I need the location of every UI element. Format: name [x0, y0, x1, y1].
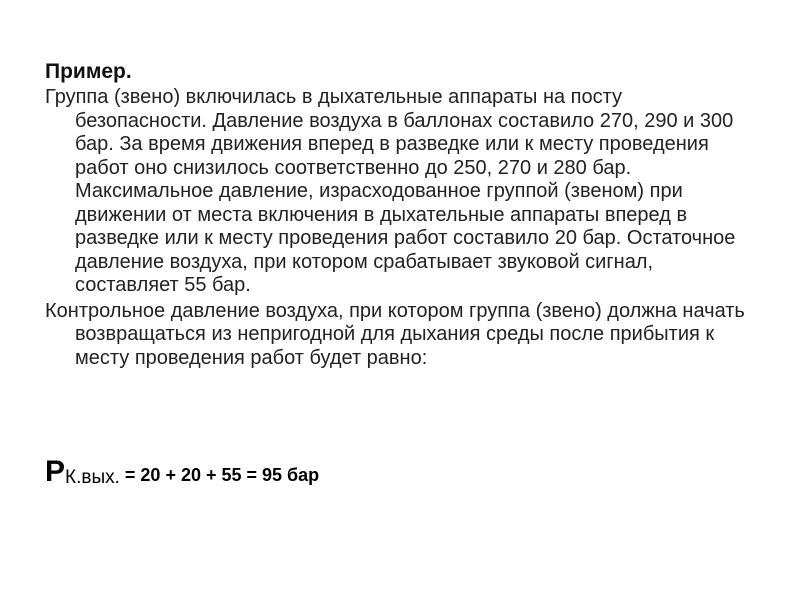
question-paragraph: Контрольное давление воздуха, при котором группа (звено) должна начать возвращаться из непригодной для дыхания среды после прибытия к месту проведения работ будет равно:	[45, 299, 745, 369]
formula-symbol: Р	[45, 455, 66, 488]
example-heading: Пример.	[45, 60, 132, 83]
result-formula	[45, 455, 319, 489]
problem-paragraph: Группа (звено) включилась в дыхательные аппараты на посту безопасности. Давление воздуха в баллонах составило 270, 290 и 300 бар. За время движения вперед в разведке или к месту проведения работ оно снизилось соответственно до 250, 270 и 280 бар. Максимальное давление, израсходованное группой (звеном) при движении от места включения в дыхательные аппараты вперед в разведке или к месту проведения работ составило 20 бар. Остаточное давление воздуха, при котором срабатывает звуковой сигнал, составляет 55 бар.	[45, 86, 736, 296]
formula-expression: = 20 + 20 + 55 = 95 бар	[119, 465, 320, 485]
slide-content	[45, 60, 755, 370]
formula-subscript: К.вых.	[65, 467, 120, 488]
